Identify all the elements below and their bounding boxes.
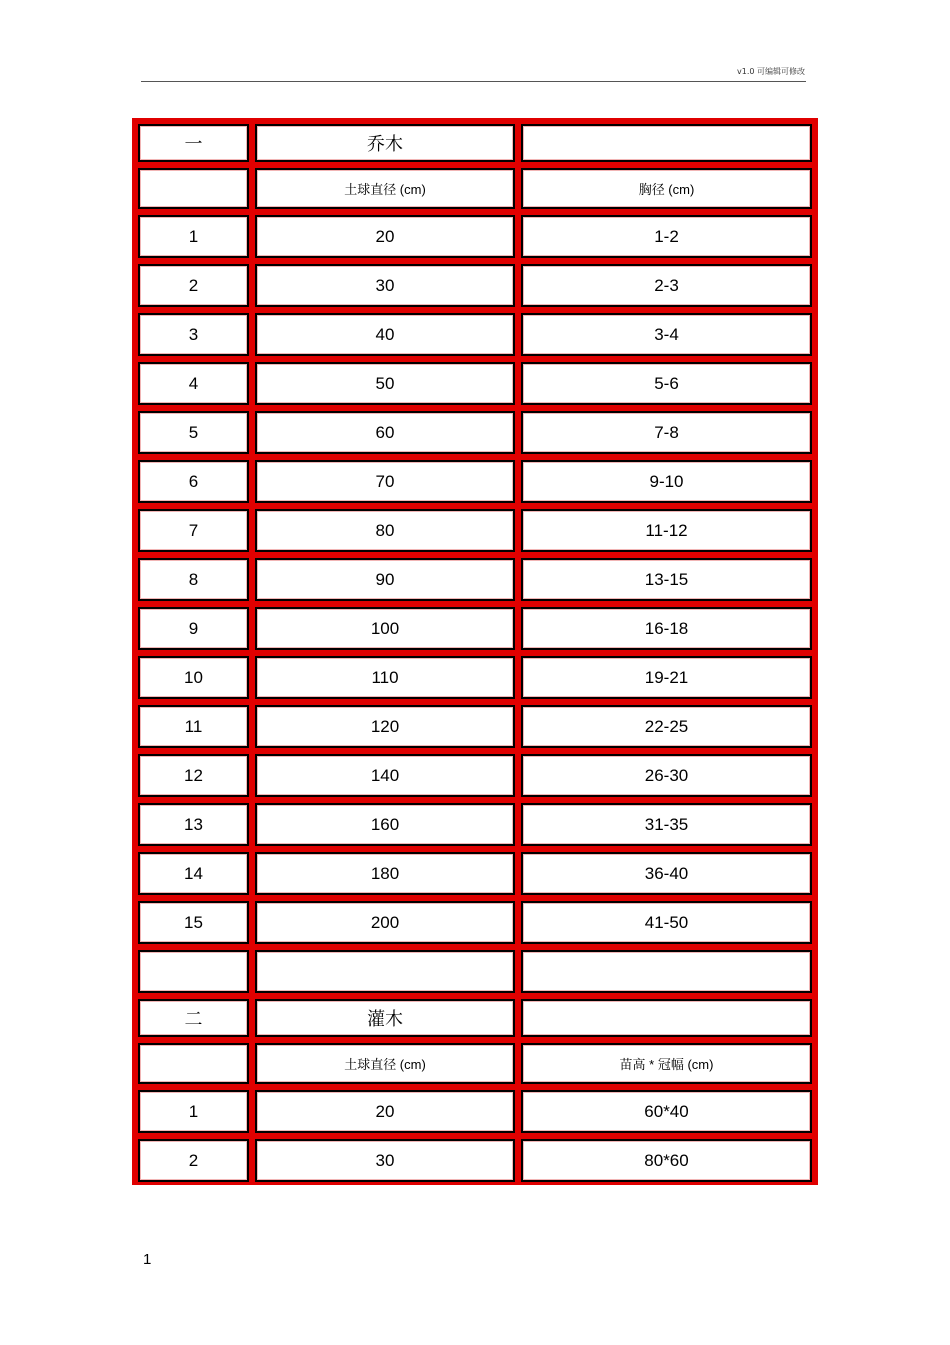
table-cell [252,898,518,947]
cell-text: 3 [138,313,249,356]
table-cell [518,121,815,165]
cell-text: 140 [255,754,515,797]
table-cell [135,506,252,555]
cell-text: 4 [138,362,249,405]
table-cell [135,653,252,702]
table-cell [518,751,815,800]
cell-text: 乔木 [255,124,515,162]
cell-text: 一 [138,124,249,162]
cell-text: 15 [138,901,249,944]
table-cell [252,604,518,653]
section-title-row [135,121,815,165]
table-row [135,457,815,506]
table-cell [252,212,518,261]
cell-text: 9-10 [521,460,812,503]
table-row [135,751,815,800]
table-cell [252,408,518,457]
cell-text: 土球直径 (cm) [255,168,515,209]
cell-text [138,1043,249,1084]
table-cell [518,604,815,653]
table-cell [135,165,252,212]
cell-text: 36-40 [521,852,812,895]
table-cell [135,996,252,1040]
table-cell [518,165,815,212]
table-cell [252,849,518,898]
table-row [135,1087,815,1136]
table-row [135,359,815,408]
cell-text: 2 [138,264,249,307]
cell-text: 70 [255,460,515,503]
cell-text: 1 [138,215,249,258]
table-cell [518,506,815,555]
cell-text: 80 [255,509,515,552]
table-row [135,261,815,310]
table-cell [518,947,815,996]
table-cell [135,261,252,310]
spec-table [132,118,818,1185]
cell-text: 5 [138,411,249,454]
table-cell [252,800,518,849]
cell-text: 土球直径 (cm) [255,1043,515,1084]
cell-text: 2 [138,1139,249,1182]
table-cell [135,212,252,261]
cell-text: 90 [255,558,515,601]
cell-text: 60*40 [521,1090,812,1133]
cell-text: 41-50 [521,901,812,944]
table-cell [252,555,518,604]
table-cell [252,310,518,359]
table-cell [135,898,252,947]
table-cell [518,408,815,457]
table-cell [518,457,815,506]
table-row [135,555,815,604]
header-version-label: v1.0 可编辑可修改 [737,67,805,76]
table-cell [135,359,252,408]
cell-text: 80*60 [521,1139,812,1182]
cell-text: 3-4 [521,313,812,356]
table-row [135,604,815,653]
table-cell [252,506,518,555]
column-header-row [135,165,815,212]
table-cell [135,1087,252,1136]
header-rule [141,81,806,82]
table-cell [135,751,252,800]
table-cell [135,849,252,898]
cell-text: 14 [138,852,249,895]
cell-text: 5-6 [521,362,812,405]
table-cell [135,310,252,359]
table-cell [135,604,252,653]
cell-text: 11-12 [521,509,812,552]
cell-text: 20 [255,215,515,258]
cell-text: 6 [138,460,249,503]
table-cell [135,121,252,165]
cell-text: 11 [138,705,249,748]
table-cell [135,1136,252,1185]
table-cell [252,653,518,702]
cell-text: 110 [255,656,515,699]
cell-text: 30 [255,1139,515,1182]
cell-text: 19-21 [521,656,812,699]
table-row [135,408,815,457]
cell-text: 12 [138,754,249,797]
table-row [135,849,815,898]
cell-text: 120 [255,705,515,748]
cell-text: 16-18 [521,607,812,650]
table-cell [518,555,815,604]
table-cell [252,702,518,751]
cell-text: 20 [255,1090,515,1133]
cell-text: 31-35 [521,803,812,846]
table-row [135,702,815,751]
cell-text: 13 [138,803,249,846]
table-cell [252,457,518,506]
cell-text [521,950,812,993]
cell-text: 160 [255,803,515,846]
cell-text [138,950,249,993]
table-cell [518,898,815,947]
cell-text: 100 [255,607,515,650]
table-cell [252,947,518,996]
table-cell [135,702,252,751]
blank-row [135,947,815,996]
cell-text: 7-8 [521,411,812,454]
table-cell [252,261,518,310]
cell-text: 8 [138,558,249,601]
cell-text: 60 [255,411,515,454]
cell-text: 苗高 * 冠幅 (cm) [521,1043,812,1084]
table-cell [252,1136,518,1185]
table-cell [252,165,518,212]
table-cell [518,359,815,408]
table-row [135,800,815,849]
cell-text [255,950,515,993]
table-cell [518,1087,815,1136]
table-row [135,506,815,555]
table-cell [135,947,252,996]
table-cell [135,555,252,604]
table-cell [518,1136,815,1185]
table-cell [135,1040,252,1087]
cell-text: 40 [255,313,515,356]
table-cell [518,1040,815,1087]
column-header-row [135,1040,815,1087]
table-cell [518,653,815,702]
cell-text: 26-30 [521,754,812,797]
table-row [135,653,815,702]
table-cell [518,702,815,751]
table-cell [518,212,815,261]
cell-text [521,124,812,162]
table-cell [135,408,252,457]
cell-text: 22-25 [521,705,812,748]
table-cell [518,996,815,1040]
table-cell [518,849,815,898]
table-cell [252,996,518,1040]
table-cell [518,800,815,849]
cell-text: 200 [255,901,515,944]
table-cell [518,261,815,310]
table-row [135,1136,815,1185]
cell-text: 9 [138,607,249,650]
cell-text [138,168,249,209]
cell-text: 30 [255,264,515,307]
cell-text: 1-2 [521,215,812,258]
cell-text: 13-15 [521,558,812,601]
table-cell [252,1087,518,1136]
table-cell [135,800,252,849]
cell-text: 7 [138,509,249,552]
cell-text: 180 [255,852,515,895]
cell-text: 二 [138,999,249,1037]
cell-text [521,999,812,1037]
cell-text: 灌木 [255,999,515,1037]
table-cell [252,359,518,408]
table-cell [252,751,518,800]
table-cell [252,121,518,165]
cell-text: 50 [255,362,515,405]
page-number: 1 [143,1251,152,1268]
table-row [135,310,815,359]
cell-text: 2-3 [521,264,812,307]
section-title-row [135,996,815,1040]
cell-text: 10 [138,656,249,699]
table-cell [135,457,252,506]
cell-text: 胸径 (cm) [521,168,812,209]
cell-text: 1 [138,1090,249,1133]
table-cell [518,310,815,359]
table-cell [252,1040,518,1087]
table-row [135,212,815,261]
table-row [135,898,815,947]
